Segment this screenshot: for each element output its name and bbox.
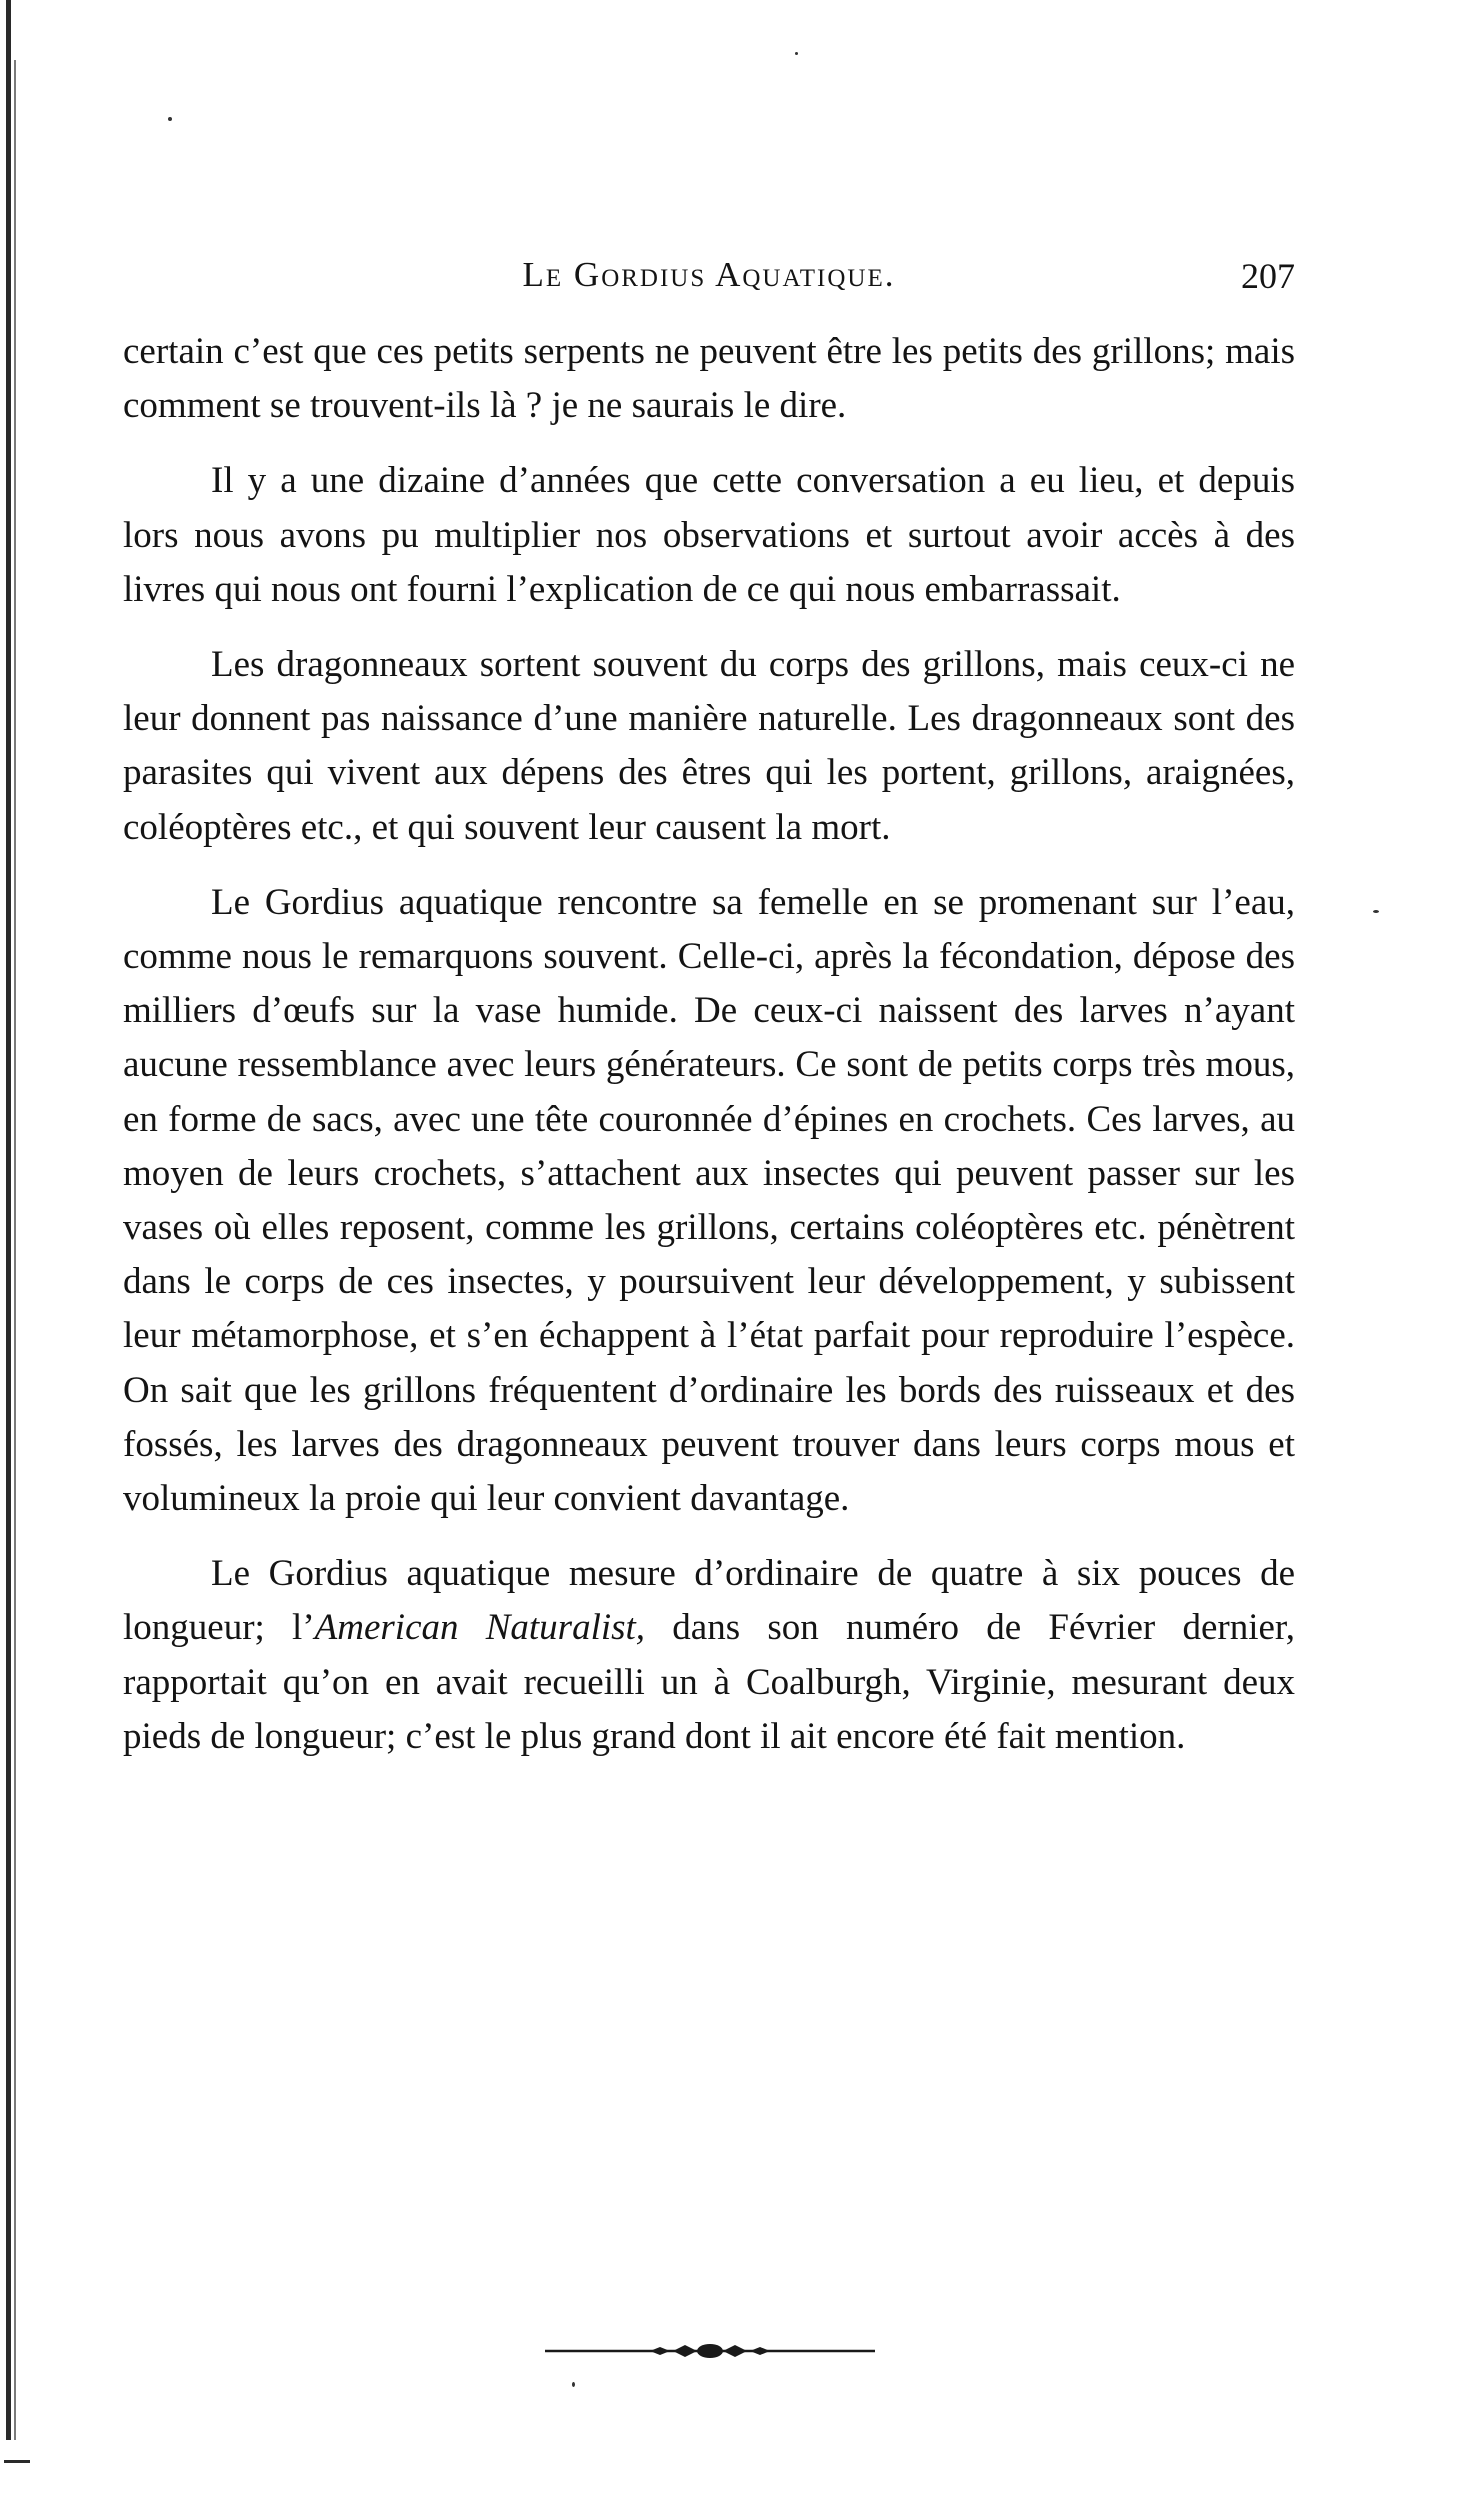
scan-speck — [1373, 910, 1379, 913]
paragraph-text: Le Gordius aquatique mesure d’ordinaire de quatre à six pouces de longueur; l’ — [123, 1553, 1295, 1649]
scan-corner-mark — [4, 2460, 30, 2463]
scan-speck — [572, 2382, 575, 2387]
paragraph: Le Gordius aquatique rencontre sa femelle en se promenant sur l’eau, comme nous le remarquons souvent. Celle-ci, après la fécondation, dépose des milliers d’œufs sur la vase humide. De ceux-ci naissent des larves n’ayant aucune ressemblance avec leurs générateurs. Ce sont de petits corps très mous, en forme de sacs, avec une tête couronnée d’épines en crochets. Ces larves, au moyen de leurs crochets, s’attachent aux insectes qui peuvent passer sur les vases où elles reposent, comme les grillons, certains coléoptères etc. pénètrent dans le corps de ces insectes, y poursuivent leur développement, y subissent leur métamorphose, et s’en échappent à l’état parfait pour reproduire l’espèce. On sait que les grillons fréquentent d’ordinaire les bords des ruisseaux et des fossés, les larves des dragonneaux peuvent trouver dans leurs corps mous et volumineux la proie qui leur convient davantage. — [123, 881, 1295, 1520]
paragraph: Les dragonneaux sortent souvent du corps des grillons, mais ceux-ci ne leur donnent pas naissance d’une manière naturelle. Les dragonneaux sont des parasites qui vivent aux dépens des êtres qui les portent, grillons, araignées, coléoptères etc., et qui souvent leur causent la mort. — [123, 644, 1295, 848]
tail-piece-ornament — [545, 2336, 875, 2366]
ornament-rule-icon — [545, 2336, 875, 2366]
scan-speck — [168, 117, 172, 121]
binding-shadow — [6, 0, 11, 2440]
running-head — [123, 255, 1295, 305]
running-title: Le Gordius Aquatique. — [522, 255, 896, 294]
journal-title: American Naturalist, — [314, 1607, 646, 1649]
body-text — [123, 325, 1295, 1764]
paragraph: Il y a une dizaine d’années que cette conversation a eu lieu, et depuis lors nous avons pu multiplier nos observations et surtout avoir accès à des livres qui nous ont fourni l’explication de ce qui nous embarrassait. — [123, 460, 1295, 610]
paragraph — [123, 1547, 1295, 1764]
paragraph: certain c’est que ces petits serpents ne peuvent être les petits des grillons; mais comment se trouvent-ils là ? je ne saurais le dire. — [123, 331, 1295, 427]
page-number: 207 — [1241, 256, 1295, 296]
paragraph-text: dans son numéro de Février dernier, rapportait qu’on en avait recueilli un à Coalburgh, Virginie, mesurant deux pieds de longueur; c’est le plus grand dont il ait encore été fait mention. — [123, 1607, 1295, 1757]
scan-speck — [795, 52, 798, 55]
binding-shadow-inner — [14, 60, 16, 2440]
